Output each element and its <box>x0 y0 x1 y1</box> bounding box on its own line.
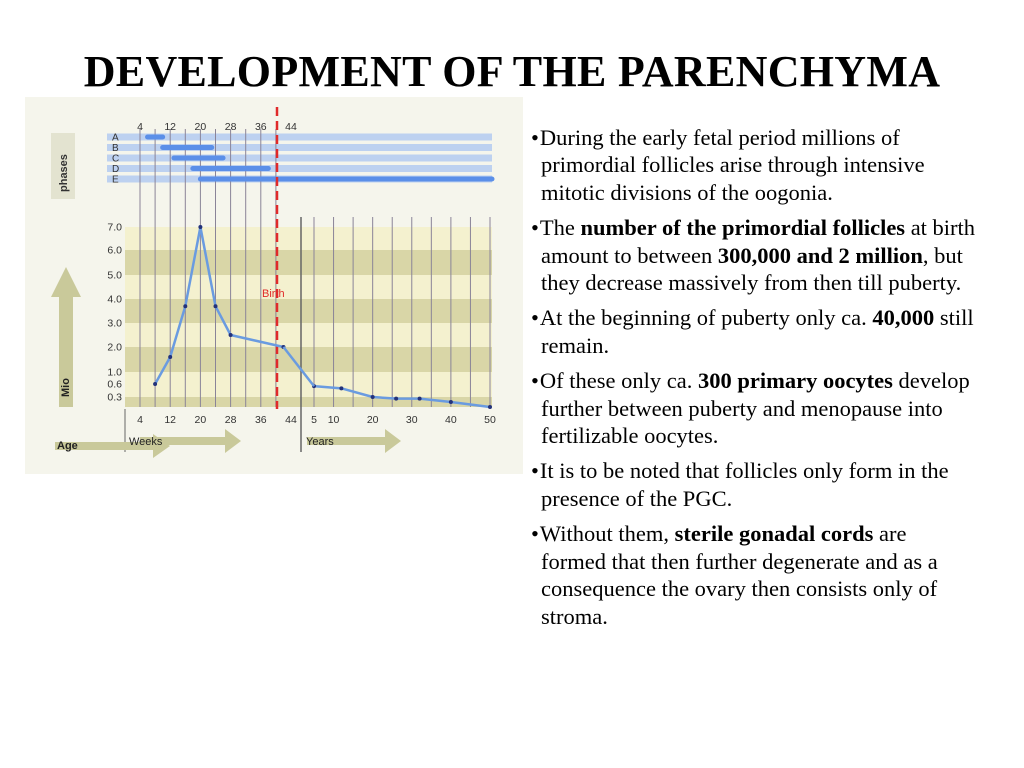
y-tick-label: 4.0 <box>107 293 122 306</box>
plot-band <box>125 227 492 250</box>
data-point <box>229 333 233 337</box>
bullet-text: At the beginning of puberty only ca. <box>539 305 873 331</box>
y-tick-label: 0.3 <box>107 391 122 404</box>
bullet-text: still remain. <box>541 305 974 358</box>
data-point <box>339 386 343 390</box>
age-label: Age <box>57 440 78 452</box>
follicle-count-chart <box>25 97 523 474</box>
data-point <box>449 400 453 404</box>
bullet-list <box>531 124 976 638</box>
bullet-text: It is to be noted that follicles only form in the presence of the PGC. <box>539 458 949 511</box>
plot-band <box>125 397 492 407</box>
phases-label: phases <box>58 154 70 192</box>
year-tick-label: 20 <box>366 414 379 426</box>
year-tick-label: 30 <box>405 414 418 426</box>
phase-track <box>107 155 492 162</box>
bullet-text: are formed that then further degenerate and as a consequence the ovary then consists only of stroma. <box>541 521 938 629</box>
year-tick-label: 50 <box>484 414 496 426</box>
bullet-text-bold: 300 primary oocytes <box>697 368 893 394</box>
bullet-marker: • <box>531 215 539 241</box>
bullet-text-bold: 40,000 <box>872 305 935 331</box>
data-point <box>198 225 202 229</box>
bullet-marker: • <box>531 305 539 331</box>
top-tick-label: 4 <box>137 121 143 133</box>
top-tick-label: 44 <box>285 121 297 133</box>
bullet-marker: • <box>531 125 539 150</box>
data-point <box>371 395 375 399</box>
bullet-item <box>531 520 976 630</box>
week-tick-label: 28 <box>224 414 237 426</box>
data-point <box>394 397 398 401</box>
bullet-item <box>531 367 976 449</box>
top-tick-label: 20 <box>194 121 207 133</box>
data-point <box>168 355 172 359</box>
bullet-item <box>531 124 976 206</box>
bullet-text: During the early fetal period millions of primordial follicles arise through intensive mitotic divisions of the oogonia. <box>539 125 925 205</box>
bullet-marker: • <box>531 458 539 484</box>
week-tick-label: 4 <box>137 414 143 426</box>
weeks-label: Weeks <box>129 436 163 448</box>
bullet-marker: • <box>531 521 539 547</box>
page-title: DEVELOPMENT OF THE PARENCHYMA <box>83 47 941 96</box>
plot-band <box>125 275 492 299</box>
bullet-marker: • <box>531 368 539 394</box>
year-tick-label: 40 <box>445 414 457 426</box>
week-tick-label: 36 <box>254 414 267 426</box>
y-tick-label: 5.0 <box>107 269 122 282</box>
y-tick-label: 0.6 <box>107 378 122 391</box>
plot-band <box>125 372 492 397</box>
bullet-text-bold: number of the primordial follicles <box>580 215 906 241</box>
bullet-text-bold: 300,000 and 2 million <box>717 242 923 268</box>
top-tick-label: 28 <box>224 121 237 133</box>
chart-canvas <box>25 97 523 474</box>
bullet-text: , but they decrease massively from then till puberty. <box>541 242 963 296</box>
plot-band <box>125 250 492 275</box>
birth-label: Birth <box>262 288 285 300</box>
bullet-item <box>531 214 976 296</box>
week-tick-label: 44 <box>285 414 297 426</box>
y-tick-label: 6.0 <box>107 244 122 257</box>
plot-band <box>125 299 492 323</box>
mio-label: Mio <box>60 378 72 397</box>
phase-label: A <box>112 132 119 144</box>
year-tick-label: 5 <box>311 414 317 426</box>
y-tick-label: 7.0 <box>107 221 122 234</box>
years-label: Years <box>306 436 334 448</box>
phase-track <box>107 165 492 172</box>
plot-band <box>125 347 492 372</box>
data-point <box>153 382 157 386</box>
week-tick-label: 12 <box>164 414 177 426</box>
data-point <box>488 405 492 409</box>
bullet-text-bold: sterile gonadal cords <box>674 521 874 547</box>
phase-label: D <box>112 164 120 176</box>
y-tick-label: 3.0 <box>107 317 122 330</box>
data-point <box>214 304 218 308</box>
bullet-item <box>531 304 976 359</box>
bullet-text: Of these only ca. <box>539 368 698 394</box>
bullet-text: develop further between puberty and menopause into fertilizable oocytes. <box>541 368 970 449</box>
bullet-text: The <box>539 215 581 241</box>
bullet-text: at birth amount to between <box>541 215 976 268</box>
phase-label: E <box>112 174 119 186</box>
bullet-item <box>531 457 976 512</box>
top-tick-label: 12 <box>164 121 177 133</box>
phase-label: C <box>112 153 120 165</box>
bullet-text: Without them, <box>539 521 675 547</box>
data-point <box>418 397 422 401</box>
data-point <box>183 304 187 308</box>
phase-label: B <box>112 143 119 155</box>
y-tick-label: 1.0 <box>107 366 122 379</box>
top-tick-label: 36 <box>254 121 267 133</box>
year-tick-label: 10 <box>327 414 340 426</box>
week-tick-label: 20 <box>194 414 207 426</box>
y-tick-label: 2.0 <box>107 341 122 354</box>
